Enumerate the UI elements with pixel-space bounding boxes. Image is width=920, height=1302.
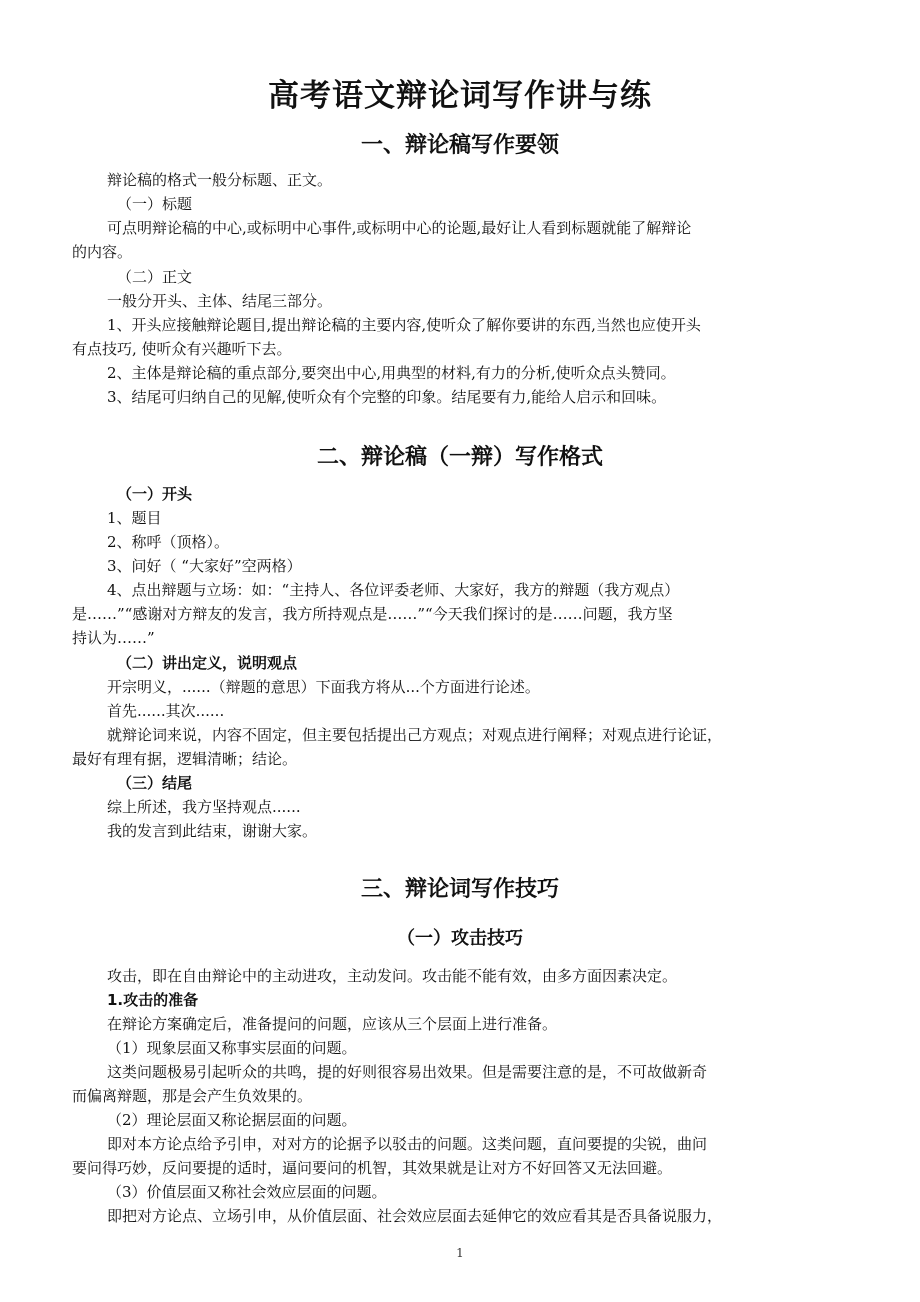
list-item: 持认为……” [72, 629, 155, 647]
paragraph: 这类问题极易引起听众的共鸣，提的好则很容易出效果。但是需要注意的是，不可故做新奇 [107, 1063, 708, 1081]
subheading: （一）开头 [117, 485, 193, 503]
list-item: 4、点出辩题与立场：如：“主持人、各位评委老师、大家好，我方的辩题（我方观点） [107, 581, 680, 599]
paragraph: 即对本方论点给予引申，对对方的论据予以驳击的问题。这类问题，直问要提的尖锐，曲问 [107, 1135, 708, 1153]
list-item: 2、称呼（顶格）。 [107, 533, 230, 551]
list-item: 1、题目 [107, 509, 162, 527]
paragraph: 2、主体是辩论稿的重点部分,要突出中心,用典型的材料,有力的分析,使听众点头赞同。 [107, 364, 676, 382]
paragraph: 辩论稿的格式一般分标题、正文。 [107, 171, 333, 189]
section-heading-3: 三、辩论词写作技巧 [360, 877, 559, 902]
subheading: （二）讲出定义，说明观点 [117, 654, 298, 672]
paragraph: 有点技巧, 使听众有兴趣听下去。 [72, 340, 292, 358]
paragraph: 3、结尾可归纳自己的见解,使听众有个完整的印象。结尾要有力,能给人启示和回味。 [107, 388, 667, 406]
paragraph: 攻击，即在自由辩论中的主动进攻，主动发问。攻击能不能有效，由多方面因素决定。 [107, 967, 678, 985]
subheading: （三）结尾 [117, 774, 193, 792]
paragraph: （3）价值层面又称社会效应层面的问题。 [107, 1183, 387, 1201]
paragraph: 我的发言到此结束，谢谢大家。 [107, 822, 318, 840]
subheading: （一）标题 [117, 195, 193, 213]
page-number: 1 [456, 1246, 464, 1260]
subheading: 1.攻击的准备 [107, 991, 199, 1009]
paragraph: 1、开头应接触辩论题目,提出辩论稿的主要内容,使听众了解你要讲的东西,当然也应使开头 [107, 316, 701, 334]
subheading: （二）正文 [117, 268, 193, 286]
subsection-heading: （一）攻击技巧 [397, 928, 523, 949]
section-heading-1: 一、辩论稿写作要领 [360, 133, 559, 158]
paragraph: （2）理论层面又称论据层面的问题。 [107, 1111, 357, 1129]
section-heading-2: 二、辩论稿（一辩）写作格式 [316, 445, 603, 470]
document-title: 高考语文辩论词写作讲与练 [268, 78, 652, 114]
paragraph: 一般分开头、主体、结尾三部分。 [107, 292, 333, 310]
paragraph: 最好有理有据，逻辑清晰；结论。 [72, 750, 298, 768]
list-item: 3、问好（ “大家好”空两格） [107, 557, 302, 575]
paragraph: 就辩论词来说，内容不固定，但主要包括提出己方观点；对观点进行阐释；对观点进行论证， [107, 726, 723, 744]
paragraph: 而偏离辩题，那是会产生负效果的。 [72, 1087, 313, 1105]
paragraph: 在辩论方案确定后，准备提问的问题，应该从三个层面上进行准备。 [107, 1015, 558, 1033]
paragraph: 即把对方论点、立场引申，从价值层面、社会效应层面去延伸它的效应看其是否具备说服力， [107, 1207, 723, 1225]
paragraph: 要问得巧妙，反问要提的适时，逼问要问的机智，其效果就是让对方不好回答又无法回避。 [72, 1159, 673, 1177]
paragraph: 首先......其次...... [107, 702, 225, 720]
list-item: 是……”“感谢对方辩友的发言，我方所持观点是……”“今天我们探讨的是……问题，我方坚 [72, 605, 673, 623]
paragraph: 综上所述，我方坚持观点...... [107, 798, 301, 816]
paragraph: 的内容。 [72, 243, 133, 261]
paragraph: 开宗明义，......（辩题的意思）下面我方将从...个方面进行论述。 [107, 678, 540, 696]
paragraph: 可点明辩论稿的中心,或标明中心事件,或标明中心的论题,最好让人看到标题就能了解辩论 [107, 219, 692, 237]
paragraph: （1）现象层面又称事实层面的问题。 [107, 1039, 357, 1057]
